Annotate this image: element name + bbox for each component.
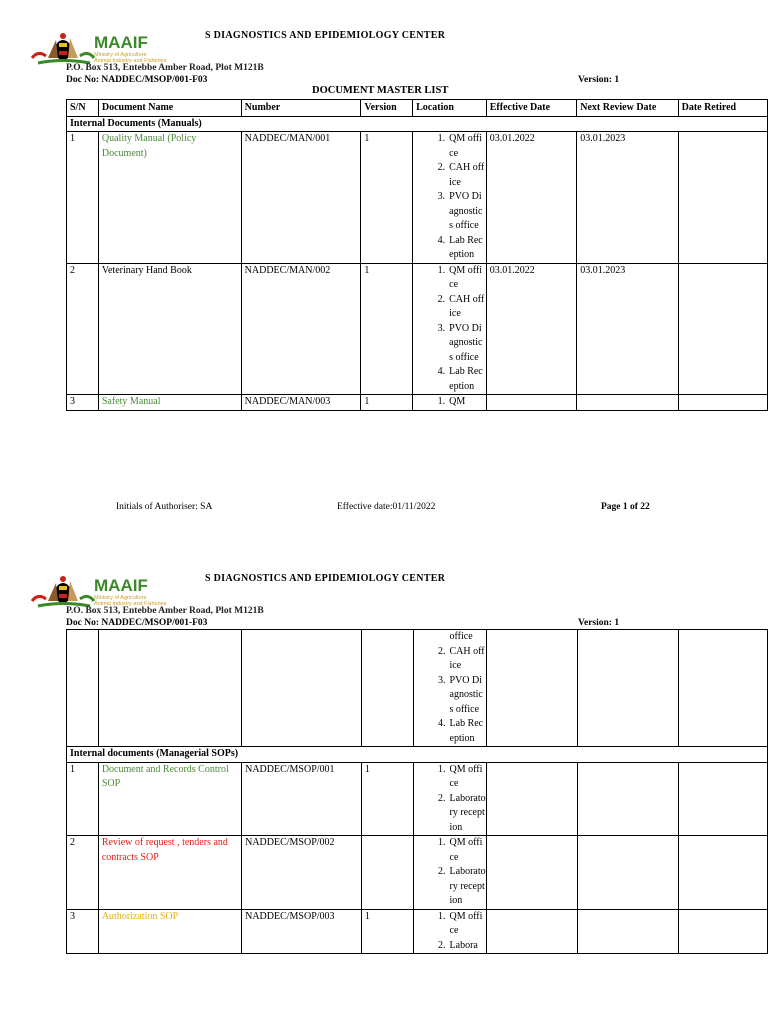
location-item: [414, 939, 487, 954]
location-text: PVO Diagnostics office: [449, 674, 483, 715]
empty-cell: [678, 630, 767, 747]
location-number: 1.: [438, 763, 446, 775]
empty-cell: [67, 630, 99, 747]
location-text: QM office: [449, 763, 483, 789]
footer-initials: Initials of Authoriser: SA: [116, 502, 213, 512]
location-text: Lab Reception: [449, 718, 484, 744]
effective-date-cell: [486, 395, 576, 411]
retired-cell: [678, 395, 767, 411]
location-list: [414, 763, 487, 836]
location-number: 1.: [438, 910, 446, 922]
location-item: [414, 792, 487, 836]
location-number: 2.: [438, 792, 446, 804]
location-item: [414, 763, 487, 792]
document-table-page-1: [66, 99, 768, 411]
location-number: 1.: [437, 264, 446, 276]
location-text: QM office: [449, 133, 483, 159]
sn-cell: 3: [67, 395, 99, 411]
location-cell: [413, 263, 487, 395]
location-text: QM office: [449, 264, 483, 290]
location-text: QM office: [449, 910, 483, 936]
document-name-cell: Authorization SOP: [98, 909, 241, 954]
location-item: [414, 717, 487, 746]
col-number: Number: [241, 100, 361, 117]
location-text: Laboratory reception: [449, 866, 486, 906]
col-location: Location: [413, 100, 487, 117]
location-cell: [413, 630, 487, 747]
logo-subtitle-2: Animal Industry and Fisheries: [94, 58, 167, 64]
effective-date-cell: 03.01.2022: [486, 132, 576, 264]
location-text: Lab Reception: [449, 234, 483, 260]
header-row: [67, 100, 768, 117]
coat-of-arms-icon: [32, 33, 94, 63]
location-number: 2.: [438, 645, 446, 657]
section-title: Internal documents (Managerial SOPs): [67, 747, 768, 763]
table-row: [67, 762, 768, 836]
col-effective-date: Effective Date: [486, 100, 576, 117]
location-item: [413, 132, 486, 161]
location-list: [414, 836, 487, 909]
retired-cell: [678, 132, 767, 264]
document-name-cell: Quality Manual (Policy Document): [98, 132, 241, 264]
empty-cell: [361, 630, 413, 747]
location-item: [414, 630, 487, 645]
version-cell: 1: [361, 762, 413, 836]
review-date-cell: [577, 762, 678, 836]
location-text: QM office: [449, 837, 483, 863]
location-item: [414, 674, 487, 718]
document-name-cell: Review of request , tenders and contracts SOP: [98, 836, 241, 910]
location-item: [413, 234, 486, 263]
footer-effective-date: Effective date:01/11/2022: [337, 502, 436, 512]
sn-cell: 2: [67, 836, 99, 910]
col-document-name: Document Name: [98, 100, 241, 117]
location-list: [413, 132, 486, 263]
logo-subtitle-2: Animal Industry and Fisheries: [94, 601, 167, 607]
location-list: [414, 910, 487, 954]
location-text: CAH office: [449, 293, 485, 319]
document-name-cell: Safety Manual: [98, 395, 241, 411]
effective-date-cell: [487, 836, 577, 910]
retired-cell: [678, 762, 767, 836]
location-item: [413, 322, 486, 366]
version-label: Version: 1: [578, 75, 620, 85]
number-cell: NADDEC/MAN/003: [241, 395, 361, 411]
org-title: S DIAGNOSTICS AND EPIDEMIOLOGY CENTER: [205, 573, 446, 584]
sn-cell: 3: [67, 909, 99, 954]
table-row: [67, 836, 768, 910]
number-cell: NADDEC/MSOP/003: [242, 909, 362, 954]
address: P.O. Box 513, Entebbe Amber Road, Plot M121B: [66, 606, 264, 616]
location-number: 2.: [437, 162, 446, 173]
location-item: [414, 836, 487, 865]
number-cell: NADDEC/MAN/001: [241, 132, 361, 264]
location-number: 3.: [438, 674, 446, 686]
section-row: [67, 116, 768, 132]
location-list: [413, 395, 486, 410]
table-row: [67, 263, 768, 395]
empty-cell: [487, 630, 577, 747]
version-cell: 1: [361, 132, 413, 264]
col-date-retired: Date Retired: [678, 100, 767, 117]
maaif-logo: [28, 28, 218, 68]
document-name-cell: Document and Records Control SOP: [98, 762, 241, 836]
location-number: 4.: [437, 366, 446, 377]
sn-cell: 2: [67, 263, 99, 395]
location-number: 3.: [437, 322, 446, 334]
location-number: 3.: [437, 191, 446, 202]
sn-cell: 1: [67, 132, 99, 264]
location-text: PVO Diagnostics office: [449, 191, 483, 231]
col-version: Version: [361, 100, 413, 117]
location-number: 4.: [437, 234, 446, 246]
table-row: [67, 395, 768, 411]
section-row: [67, 747, 768, 763]
page-2: [0, 545, 768, 1024]
location-text: Labora: [449, 939, 478, 951]
document-name-cell: Veterinary Hand Book: [98, 263, 241, 395]
number-cell: NADDEC/MSOP/001: [242, 762, 362, 836]
logo-subtitle-1: Ministry of Agriculture: [94, 595, 147, 601]
review-date-cell: [577, 395, 678, 411]
doc-number: Doc No: NADDEC/MSOP/001-F03: [66, 75, 208, 85]
sn-cell: 1: [67, 762, 99, 836]
empty-cell: [242, 630, 362, 747]
retired-cell: [678, 836, 767, 910]
location-cell: [413, 909, 487, 954]
location-text: CAH office: [449, 645, 485, 671]
table-row: [67, 132, 768, 264]
location-number: 1.: [437, 396, 446, 407]
list-title: DOCUMENT MASTER LIST: [312, 85, 449, 96]
footer-page-number: Page 1 of 22: [601, 502, 650, 512]
location-number: [414, 630, 450, 645]
effective-date-cell: 03.01.2022: [486, 263, 576, 395]
review-date-cell: [577, 836, 678, 910]
col-sn: S/N: [67, 100, 99, 117]
version-cell: 1: [361, 395, 413, 411]
location-item: [413, 293, 486, 322]
location-item: [414, 910, 487, 939]
version-label: Version: 1: [578, 618, 620, 628]
logo-text: MAAIF: [94, 576, 148, 595]
continuation-row: [67, 630, 768, 747]
location-cell: [413, 762, 487, 836]
location-text: PVO Diagnostics office: [449, 322, 483, 363]
location-item: [413, 190, 486, 234]
section-title: Internal Documents (Manuals): [67, 116, 768, 132]
empty-cell: [577, 630, 678, 747]
empty-cell: [98, 630, 241, 747]
location-cell: [413, 836, 487, 910]
location-cell: [413, 132, 487, 264]
version-cell: 1: [361, 909, 413, 954]
logo-text: MAAIF: [94, 33, 148, 52]
location-item: [413, 264, 486, 293]
version-cell: [361, 836, 413, 910]
location-text: CAH office: [449, 162, 485, 188]
location-text: Laboratory reception: [449, 792, 486, 833]
location-number: 2.: [438, 866, 446, 877]
location-number: 2.: [438, 939, 446, 951]
col-next-review-date: Next Review Date: [577, 100, 678, 117]
review-date-cell: 03.01.2023: [577, 132, 678, 264]
coat-of-arms-icon: [32, 576, 94, 606]
location-text: Lab Reception: [449, 366, 483, 392]
location-item: [414, 865, 487, 909]
location-number: 2.: [437, 293, 446, 305]
version-cell: 1: [361, 263, 413, 395]
document-table-page-2: [66, 629, 768, 954]
location-text: office: [449, 631, 473, 642]
retired-cell: [678, 263, 767, 395]
location-item: [413, 365, 486, 394]
effective-date-cell: [487, 909, 577, 954]
effective-date-cell: [487, 762, 577, 836]
location-item: [414, 645, 487, 674]
location-item: [413, 161, 486, 190]
address: P.O. Box 513, Entebbe Amber Road, Plot M121B: [66, 63, 264, 73]
review-date-cell: 03.01.2023: [577, 263, 678, 395]
location-item: [413, 395, 486, 410]
maaif-logo: [28, 571, 218, 611]
location-number: 1.: [437, 133, 446, 144]
number-cell: NADDEC/MAN/002: [241, 263, 361, 395]
location-number: 4.: [438, 718, 446, 729]
location-list: [414, 630, 487, 746]
doc-number: Doc No: NADDEC/MSOP/001-F03: [66, 618, 208, 628]
review-date-cell: [577, 909, 678, 954]
location-cell: [413, 395, 487, 411]
table-row: [67, 909, 768, 954]
org-title: S DIAGNOSTICS AND EPIDEMIOLOGY CENTER: [205, 30, 446, 41]
logo-subtitle-1: Ministry of Agriculture: [94, 52, 147, 58]
number-cell: NADDEC/MSOP/002: [242, 836, 362, 910]
retired-cell: [678, 909, 767, 954]
location-text: QM: [449, 396, 466, 407]
location-list: [413, 264, 486, 395]
location-number: 1.: [438, 837, 446, 848]
